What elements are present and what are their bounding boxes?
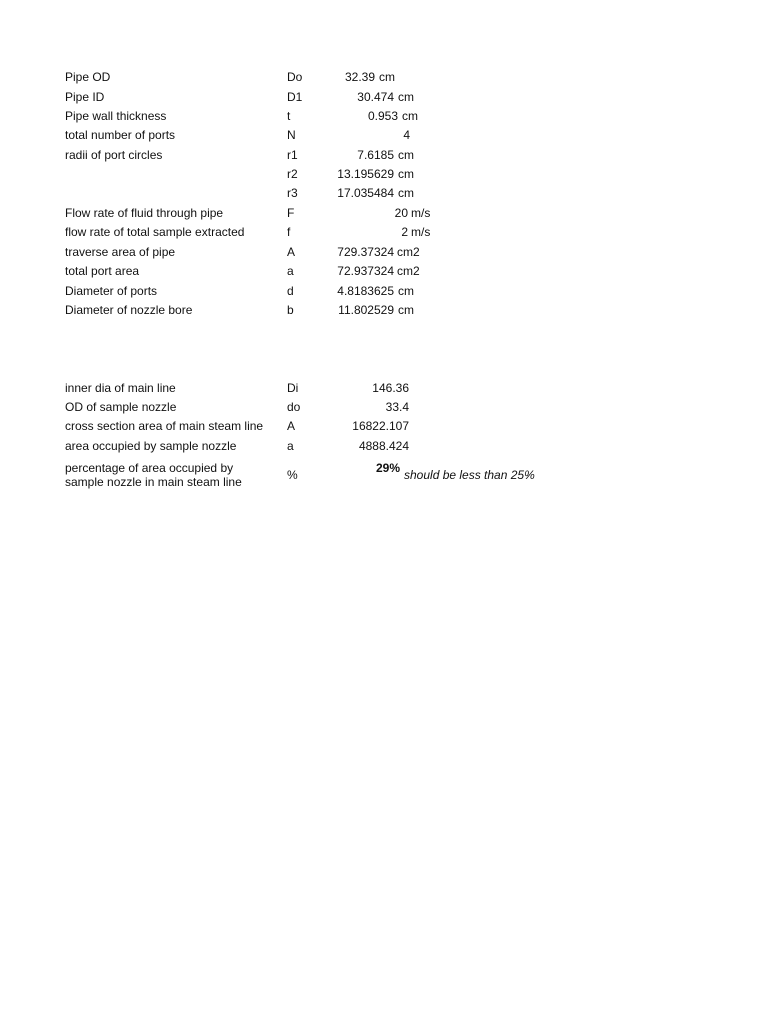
table-row [0,68,768,87]
table-row [0,417,768,436]
row-value: 16822.107 [352,419,409,433]
table-row [0,204,768,223]
table-row [0,184,768,203]
row-value: 2 [401,225,408,239]
row-label: total port area [65,264,140,278]
row-label: Pipe wall thickness [65,109,167,123]
row-symbol: N [287,128,296,142]
row-label: Diameter of ports [65,284,158,298]
row-symbol: b [287,303,294,317]
row-value: 4.8183625 [337,284,394,298]
row-value: 20 [394,206,408,220]
row-value: 30.474 [357,90,394,104]
row-label: cross section area of main steam line [65,419,264,433]
row-value: 32.39 [344,70,375,84]
row-unit: cm [398,284,414,298]
table-row [0,398,768,417]
row-symbol: a [287,439,294,453]
row-label: flow rate of total sample extracted [65,225,245,239]
row-unit: cm2 [397,245,420,259]
row-symbol: A [287,419,296,433]
row-label: traverse area of pipe [65,245,176,259]
row-label: percentage of area occupied by sample nozzle in main steam line [65,461,242,489]
row-symbol: F [287,206,295,220]
warning-note: should be less than 25% [404,468,535,482]
row-symbol: f [287,225,291,239]
row-unit: m/s [411,225,431,239]
row-symbol: A [287,245,296,259]
row-value: 4888.424 [358,439,409,453]
row-unit: m/s [411,206,431,220]
row-value: 11.802529 [338,303,394,317]
row-unit: cm [398,148,414,162]
row-value: 72.937324 [337,264,394,278]
row-value: 0.953 [367,109,398,123]
row-value: 33.4 [385,400,409,414]
row-value: 146.36 [372,381,409,395]
row-label: Diameter of nozzle bore [65,303,193,317]
row-value: 13.195629 [337,167,394,181]
row-value: 4 [403,128,410,142]
table-row [0,282,768,301]
row-value: 729.37324 [337,245,394,259]
row-label: OD of sample nozzle [65,400,177,414]
table-row [0,223,768,242]
row-symbol: Di [287,381,299,395]
row-unit: cm [398,303,414,317]
row-symbol: d [287,284,294,298]
table-row [0,165,768,184]
row-value: 7.6185 [357,148,394,162]
row-symbol: % [287,468,298,482]
percentage-value: 29% [375,461,400,475]
row-label: Pipe ID [65,90,105,104]
table-row [0,88,768,107]
row-symbol: r3 [287,186,298,200]
row-label: radii of port circles [65,148,163,162]
row-unit: cm2 [397,264,420,278]
row-label: Pipe OD [65,70,111,84]
table-row [0,437,768,456]
table-row [0,243,768,262]
row-unit: cm [398,186,414,200]
row-unit: cm [398,90,414,104]
row-unit: cm [402,109,418,123]
row-symbol: Do [287,70,303,84]
table-row [0,301,768,320]
row-symbol: D1 [287,90,303,104]
row-symbol: t [287,109,291,123]
table-row [0,107,768,126]
row-label: Flow rate of fluid through pipe [65,206,224,220]
table-row [0,262,768,281]
table-row [0,146,768,165]
row-label: inner dia of main line [65,381,176,395]
row-label: total number of ports [65,128,176,142]
row-unit: cm [398,167,414,181]
table-row [0,379,768,398]
table-row [0,126,768,145]
row-symbol: do [287,400,301,414]
row-symbol: r1 [287,148,298,162]
row-symbol: r2 [287,167,298,181]
table-row [0,459,768,493]
row-label: area occupied by sample nozzle [65,439,237,453]
row-unit: cm [379,70,395,84]
row-symbol: a [287,264,294,278]
row-value: 17.035484 [337,186,394,200]
